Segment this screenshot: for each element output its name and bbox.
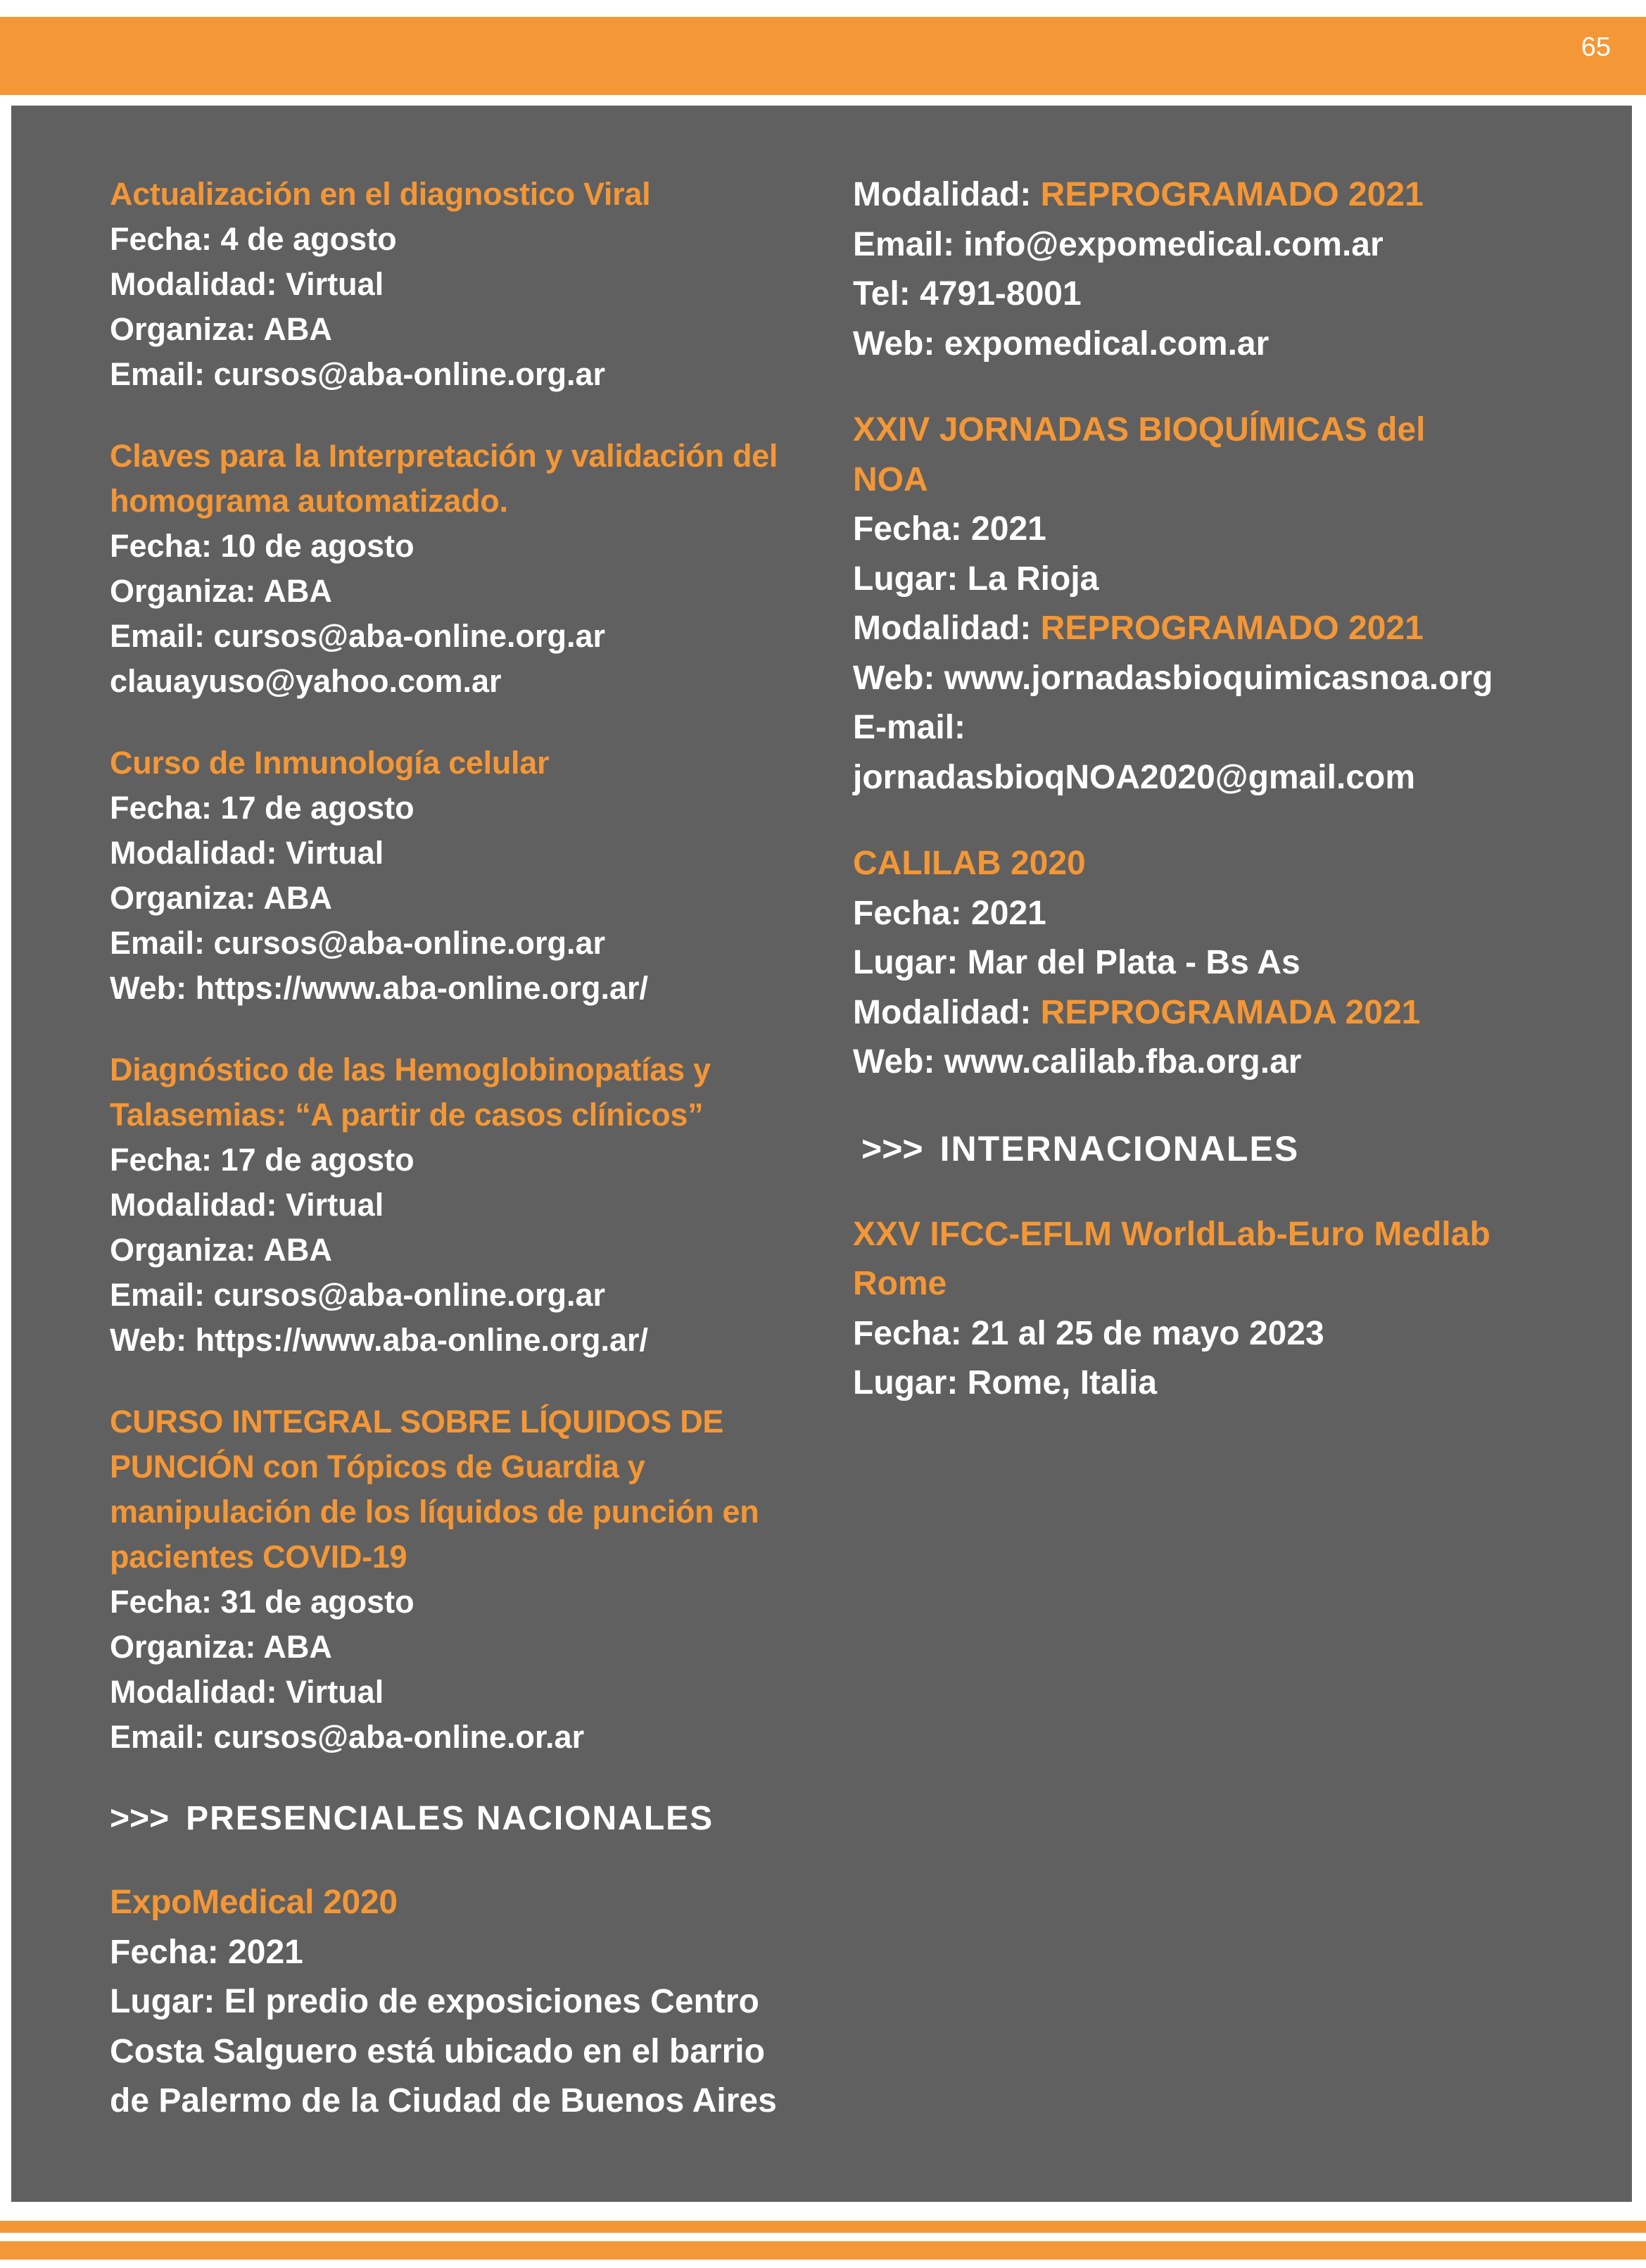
event-fecha: Fecha: 2021	[110, 1933, 303, 1971]
modalidad-label: Modalidad:	[853, 176, 1041, 213]
event-title: XXIV JORNADAS BIOQUÍMICAS del	[853, 411, 1426, 448]
event-lugar: Costa Salguero está ubicado en el barrio	[110, 2032, 765, 2070]
event-detail: Modalidad: Virtual	[110, 1674, 384, 1710]
event-detail: Email: cursos@aba-online.org.ar	[110, 356, 606, 392]
event-detail: Email: cursos@aba-online.or.ar	[110, 1719, 585, 1755]
event-title: Rome	[853, 1265, 947, 1302]
event-lugar: Lugar: Rome, Italia	[853, 1364, 1158, 1401]
event-detail: Organiza: ABA	[110, 311, 332, 347]
modalidad-value: REPROGRAMADO 2021	[1040, 610, 1424, 647]
event-detail: Organiza: ABA	[110, 880, 332, 916]
event-detail: Web: https://www.aba-online.org.ar/	[110, 970, 649, 1006]
event-lugar: Lugar: El predio de exposiciones Centro	[110, 1983, 759, 2020]
section-label: INTERNACIONALES	[939, 1128, 1300, 1168]
section-heading-presenciales	[110, 1796, 806, 1841]
section-label: PRESENCIALES NACIONALES	[186, 1800, 714, 1837]
event-lugar: Lugar: La Rioja	[853, 560, 1099, 598]
event-title: ExpoMedical 2020	[110, 1884, 398, 1921]
event-title: CALILAB 2020	[853, 845, 1086, 882]
event-detail: Organiza: ABA	[110, 1629, 332, 1665]
event-modalidad	[853, 604, 1585, 654]
event-jornadas	[853, 405, 1585, 802]
section-arrows: >>>	[861, 1128, 923, 1168]
event-title: Curso de Inmunología celular	[110, 745, 550, 781]
event-detail: Fecha: 4 de agosto	[110, 221, 397, 257]
event-web: Web: expomedical.com.ar	[853, 325, 1270, 363]
event-detail: Organiza: ABA	[110, 1232, 332, 1268]
event-fecha: Fecha: 2021	[853, 510, 1046, 548]
event-modalidad	[853, 988, 1585, 1038]
left-column	[110, 172, 806, 2127]
section-arrows: >>>	[110, 1800, 170, 1837]
event-lugar: de Palermo de la Ciudad de Buenos Aires	[110, 2082, 777, 2119]
event-lugar: Lugar: Mar del Plata - Bs As	[853, 944, 1300, 981]
event-title: Diagnóstico de las Hemoglobinopatías y Talasemias: “A partir de casos clínicos”	[110, 1052, 711, 1133]
event-expomedical-continued	[853, 170, 1585, 369]
events-panel	[11, 106, 1632, 2202]
event-item	[110, 172, 806, 397]
event-detail: Organiza: ABA	[110, 573, 332, 609]
event-email: jornadasbioqNOA2020@gmail.com	[853, 758, 1416, 796]
modalidad-label: Modalidad:	[853, 610, 1041, 647]
event-detail: Email: cursos@aba-online.org.ar	[110, 925, 606, 961]
event-fecha: Fecha: 2021	[853, 894, 1046, 932]
modalidad-value: REPROGRAMADO 2021	[1040, 176, 1424, 213]
event-detail: Modalidad: Virtual	[110, 835, 384, 871]
event-calilab	[853, 839, 1585, 1088]
event-detail: Fecha: 31 de agosto	[110, 1584, 414, 1620]
event-title: Claves para la Interpretación y validación del homograma automatizado.	[110, 438, 778, 519]
right-column	[853, 170, 1585, 1445]
event-expomedical	[110, 1878, 806, 2127]
event-title: XXV IFCC-EFLM WorldLab-Euro Medlab	[853, 1215, 1490, 1253]
footer-bar	[0, 2241, 1646, 2260]
event-ifcc	[853, 1210, 1585, 1409]
event-detail: Web: https://www.aba-online.org.ar/	[110, 1322, 649, 1358]
event-detail: clauayuso@yahoo.com.ar	[110, 663, 502, 699]
modalidad-label: Modalidad:	[853, 993, 1041, 1031]
event-modalidad	[853, 170, 1585, 220]
event-detail: Fecha: 17 de agosto	[110, 1142, 414, 1178]
footer-bar	[0, 2221, 1646, 2233]
event-fecha: Fecha: 21 al 25 de mayo 2023	[853, 1314, 1324, 1352]
modalidad-value: REPROGRAMADA 2021	[1040, 993, 1421, 1031]
event-detail: Email: cursos@aba-online.org.ar	[110, 618, 606, 654]
event-web: Web: www.calilab.fba.org.ar	[853, 1043, 1302, 1081]
event-item	[110, 741, 806, 1011]
event-title: NOA	[853, 460, 928, 498]
section-heading-internacionales	[853, 1124, 1585, 1173]
event-detail: Fecha: 10 de agosto	[110, 528, 414, 564]
virtual-events-list	[110, 172, 806, 1760]
event-tel: Tel: 4791-8001	[853, 275, 1082, 313]
event-title: Actualización en el diagnostico Viral	[110, 176, 651, 212]
event-email: Email: info@expomedical.com.ar	[853, 225, 1384, 263]
event-detail: Fecha: 17 de agosto	[110, 790, 414, 826]
event-detail: Modalidad: Virtual	[110, 266, 384, 302]
event-title: CURSO INTEGRAL SOBRE LÍQUIDOS DE PUNCIÓN con Tópicos de Guardia y manipulación de los líquidos de punción en pacientes COVID-19	[110, 1404, 759, 1575]
event-email-label: E-mail:	[853, 709, 966, 746]
header-bar	[0, 17, 1646, 95]
event-item	[110, 434, 806, 704]
event-item	[110, 1399, 806, 1760]
event-detail: Modalidad: Virtual	[110, 1187, 384, 1223]
event-web: Web: www.jornadasbioquimicasnoa.org	[853, 659, 1493, 697]
event-detail: Email: cursos@aba-online.org.ar	[110, 1277, 606, 1313]
event-item	[110, 1047, 806, 1363]
page-number: 65	[1581, 32, 1611, 62]
